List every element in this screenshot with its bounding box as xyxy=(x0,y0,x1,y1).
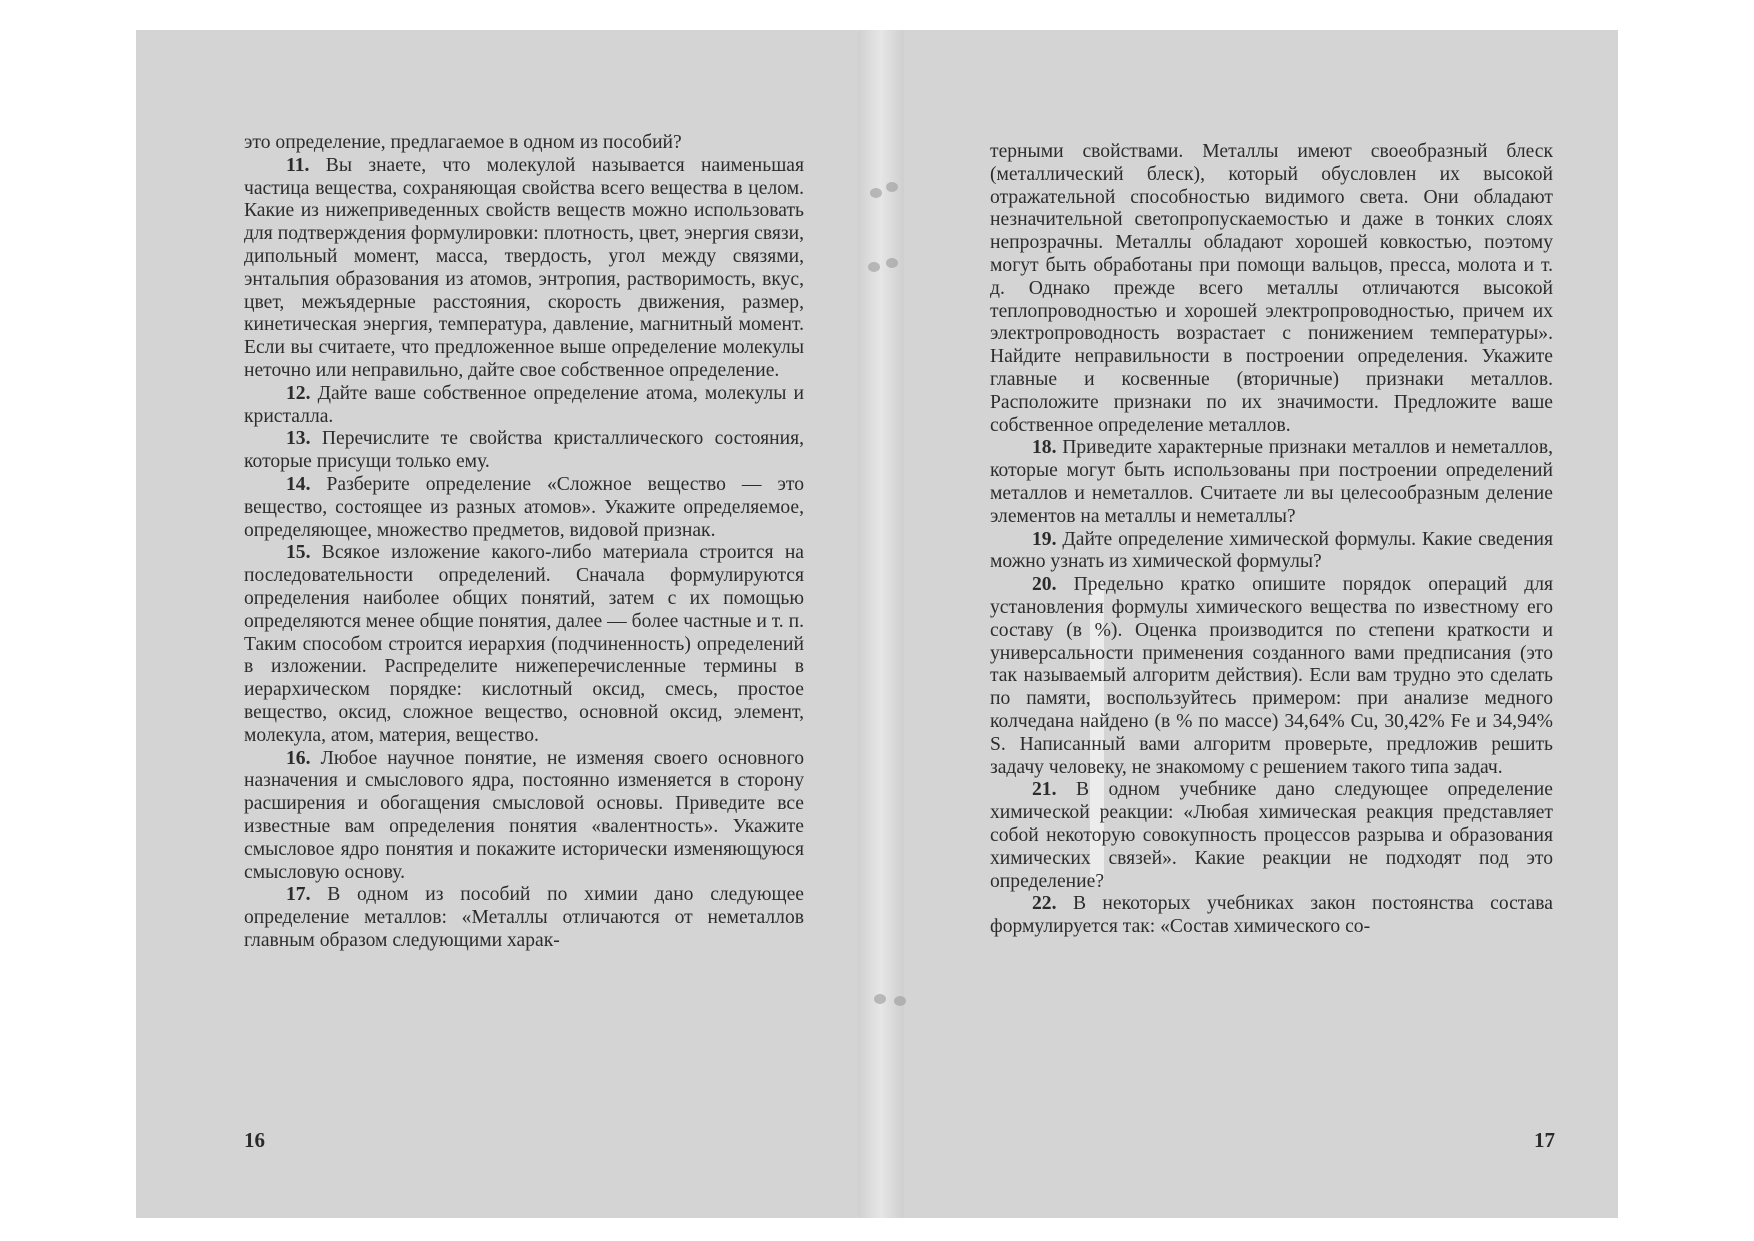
question-14 xyxy=(244,474,804,542)
question-text: В одном из пособий по химии дано следующее определение металлов: «Металлы отличаются от неметаллов главным образом следующими харак- xyxy=(244,884,804,951)
right-page xyxy=(904,30,1618,1218)
page-number: 17 xyxy=(1534,1128,1555,1152)
paragraph xyxy=(990,141,1553,437)
question-22 xyxy=(990,893,1553,939)
question-number: 13. xyxy=(286,428,311,450)
question-text: Дайте ваше собственное определение атома, молекулы и кристалла. xyxy=(244,382,804,427)
left-page xyxy=(136,30,858,1218)
question-text: Дайте определение химической формулы. Какие сведения можно узнать из химической формулы? xyxy=(990,528,1553,573)
question-number: 17. xyxy=(286,884,311,906)
question-20 xyxy=(990,574,1553,779)
paragraph-text: терными свойствами. Металлы имеют своеобразный блеск (металлический блеск), который обусловлен их высокой отражательной способностью видимого света. Они обладают незначительной светопропускаемостью и даже в тонких слоях непрозрачны. Металлы обладают хорошей ковкостью, поэтому могут быть обработаны при помощи вальцов, пресса, молота и т. д. Однако прежде всего металлы отличаются высокой теплопроводностью и хорошей электропроводностью, причем их электропроводность возрастает с понижением температуры». Найдите неправильности в построении определения. Укажите главные и косвенные (вторичные) признаки металлов. Расположите признаки по их значимости. Предложите ваше собственное определение металлов. xyxy=(990,141,1553,436)
question-17 xyxy=(244,884,804,952)
question-16 xyxy=(244,748,804,885)
question-text: Приведите характерные признаки металлов и неметаллов, которые могут быть использованы при построении определений металлов и неметаллов. Считаете ли вы целесообразным деление элементов на металлы и неметаллы? xyxy=(990,437,1553,527)
question-text: Разберите определение «Сложное вещество — это вещество, состоящее из разных атомов». Укажите определяемое, определяющее, множество предметов, видовой признак. xyxy=(244,473,804,541)
question-number: 20. xyxy=(1032,574,1057,596)
binding-gutter xyxy=(858,30,904,1218)
question-number: 21. xyxy=(1032,779,1057,801)
question-19 xyxy=(990,529,1553,575)
question-text: Предельно кратко опишите порядок операций для установления формулы химического вещества по известному его составу (в %). Оценка производится по степени краткости и универсальности применения созданного вами предписания (это так называемый алгоритм действия). Если вам трудно это сделать по памяти, воспользуйтесь примером: при анализе медного колчедана найдено (в % по массе) 34,64% Cu, 30,42% Fe и 34,94% S. Написанный вами алгоритм проверьте, предложив решить задачу человеку, не знакомому с решением такого типа задач. xyxy=(990,574,1553,778)
question-18 xyxy=(990,437,1553,528)
question-number: 15. xyxy=(286,542,311,564)
question-number: 14. xyxy=(286,473,311,495)
question-15 xyxy=(244,542,804,747)
question-text: Перечислите те свойства кристаллического состояния, которые присущи только ему. xyxy=(244,428,804,473)
question-number: 16. xyxy=(286,747,311,769)
question-13 xyxy=(244,428,804,474)
question-number: 22. xyxy=(1032,893,1057,915)
book-spread xyxy=(136,30,1618,1218)
question-text: Любое научное понятие, не изменяя своего основного назначения и смыслового ядра, постоянно изменяется в сторону расширения и обогащения смысловой основы. Приведите все известные вам определения понятия «валентность». Укажите смысловое ядро понятия и покажите исторически изменяющуюся смысловую основу. xyxy=(244,747,804,883)
binding-hole xyxy=(886,182,898,192)
question-text: В некоторых учебниках закон постоянства состава формулируется так: «Состав химического со- xyxy=(990,893,1553,938)
left-page-text xyxy=(244,132,804,953)
question-text: В одном учебнике дано следующее определение химической реакции: «Любая химическая реакция представляет собой некоторую совокупность процессов разрыва и образования химических связей». Какие реакции не подходят под это определение? xyxy=(990,779,1553,892)
question-number: 19. xyxy=(1032,528,1057,550)
question-number: 18. xyxy=(1032,437,1057,459)
paragraph xyxy=(244,132,804,155)
binding-hole xyxy=(886,258,898,268)
question-number: 12. xyxy=(286,382,311,404)
question-text: Вы знаете, что молекулой называется наименьшая частица вещества, сохраняющая свойства всего вещества в целом. Какие из нижеприведенных свойств веществ можно использовать для подтверждения формулировки: плотность, цвет, энергия связи, дипольный момент, масса, твердость, угол между связями, энтальпия образования из атомов, энтропия, растворимость, вкус, цвет, межъядерные расстояния, скорость движения, размер, кинетическая энергия, температура, давление, магнитный момент. Если вы считаете, что предложенное выше определение молекулы неточно или неправильно, дайте свое собственное определение. xyxy=(244,154,805,381)
right-page-text xyxy=(990,141,1553,939)
binding-hole xyxy=(870,188,882,198)
question-text: Всякое изложение какого-либо материала строится на последовательности определений. Сначала формулируются определения наиболее общих понятий, затем с их помощью определяются менее общие понятия, далее — более частные и т. п. Таким способом строится иерархия (подчиненность) определений в изложении. Распределите нижеперечисленные термины в иерархическом порядке: кислотный оксид, смесь, простое вещество, оксид, сложное вещество, основной оксид, элемент, молекула, атом, материя, вещество. xyxy=(244,542,804,746)
page-number: 16 xyxy=(244,1128,265,1152)
question-21 xyxy=(990,779,1553,893)
binding-hole xyxy=(868,262,880,272)
question-11 xyxy=(244,155,804,383)
question-number: 11. xyxy=(286,154,310,176)
question-12 xyxy=(244,383,804,429)
binding-hole xyxy=(874,994,886,1004)
paragraph-text: это определение, предлагаемое в одном из пособий? xyxy=(244,132,682,153)
